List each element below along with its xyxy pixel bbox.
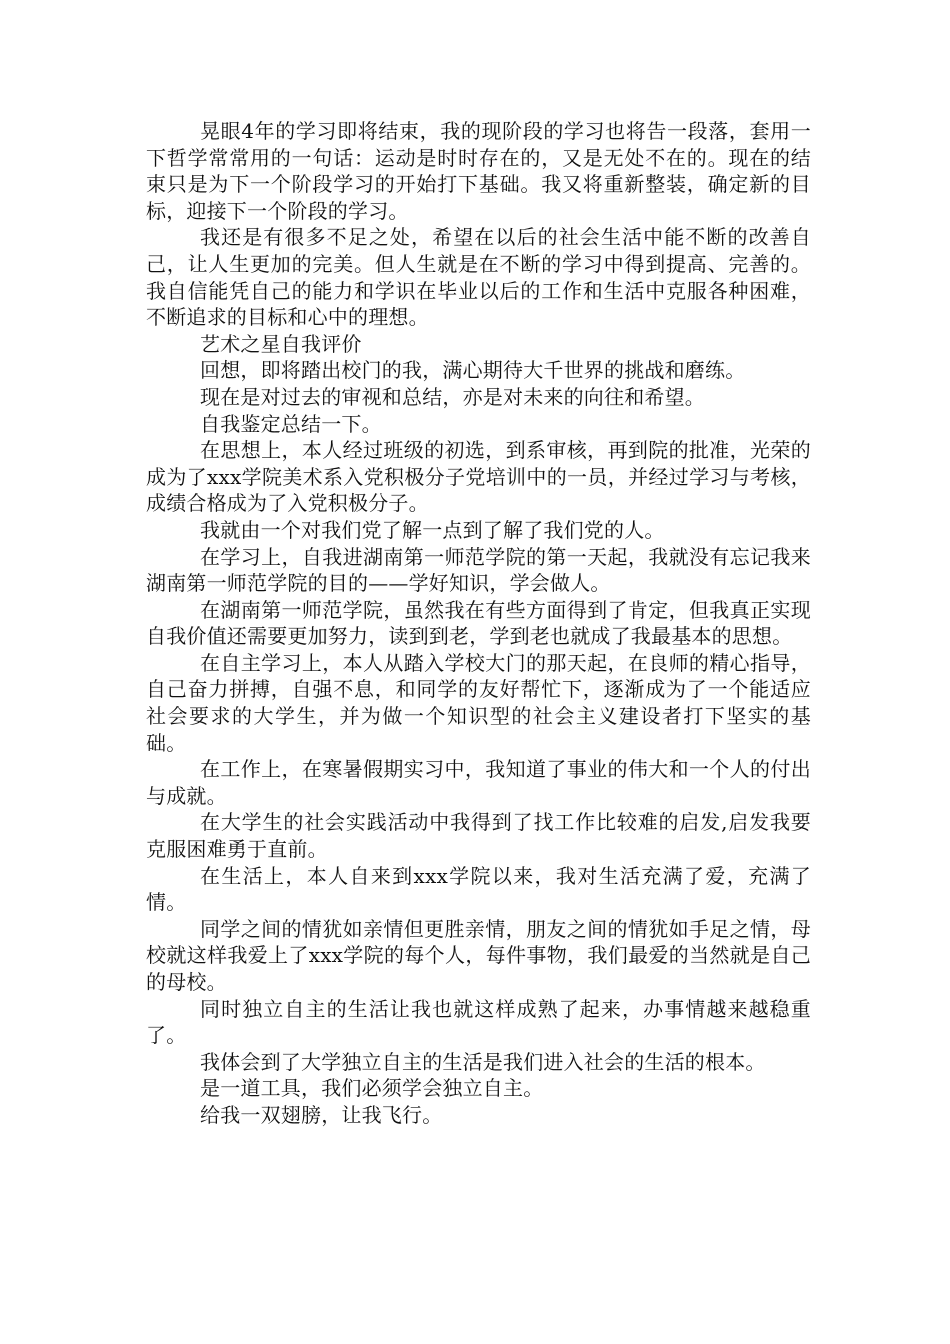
paragraph-7: 我就由一个对我们党了解一点到了解了我们党的人。 — [200, 517, 665, 542]
section-heading: 艺术之星自我评价 — [200, 331, 362, 356]
paragraph-10: 在自主学习上，本人从踏入学校大门的那天起，在良师的精心指导，自己奋力拼搏，自强不息，和同学的友好帮忙下，逐渐成为了一个能适应社会要求的大学生，并为做一个知识型的社会主义建设者打下坚实的基础。 — [146, 650, 811, 755]
paragraph-4: 现在是对过去的审视和总结，亦是对未来的向往和希望。 — [200, 384, 705, 409]
paragraph-18: 给我一双翅膀，让我飞行。 — [200, 1102, 443, 1127]
paragraph-2: 我还是有很多不足之处，希望在以后的社会生活中能不断的改善自己，让人生更加的完美。但人生就是在不断的学习中得到提高、完善的。我自信能凭自己的能力和学识在毕业以后的工作和生活中克服各种困难，不断追求的目标和心中的理想。 — [146, 225, 811, 330]
paragraph-5: 自我鉴定总结一下。 — [200, 411, 382, 436]
paragraph-1: 晃眼4年的学习即将结束，我的现阶段的学习也将告一段落，套用一下哲学常常用的一句话：运动是时时存在的，又是无处不在的。现在的结束只是为下一个阶段学习的开始打下基础。我又将重新整装，确定新的目标，迎接下一个阶段的学习。 — [146, 119, 811, 223]
paragraph-12: 在大学生的社会实践活动中我得到了找工作比较难的启发,启发我要克服困难勇于直前。 — [146, 810, 811, 862]
paragraph-11: 在工作上，在寒暑假期实习中，我知道了事业的伟大和一个人的付出与成就。 — [146, 757, 811, 808]
paragraph-16: 我体会到了大学独立自主的生活是我们进入社会的生活的根本。 — [200, 1049, 766, 1074]
paragraph-8: 在学习上，自我进湖南第一师范学院的第一天起，我就没有忘记我来湖南第一师范学院的目的——学好知识，学会做人。 — [146, 544, 811, 596]
paragraph-17: 是一道工具，我们必须学会独立自主。 — [200, 1076, 544, 1101]
paragraph-15: 同时独立自主的生活让我也就这样成熟了起来，办事情越来越稳重了。 — [146, 996, 811, 1048]
paragraph-13: 在生活上，本人自来到xxx学院以来，我对生活充满了爱，充满了情。 — [146, 863, 811, 915]
paragraph-6: 在思想上，本人经过班级的初选，到系审核，再到院的批准，光荣的成为了xxx学院美术系入党积极分子党培训中的一员，并经过学习与考核，成绩合格成为了入党积极分子。 — [146, 438, 811, 516]
paragraph-14: 同学之间的情犹如亲情但更胜亲情，朋友之间的情犹如手足之情，母校就这样我爱上了xxx学院的每个人，每件事物，我们最爱的当然就是自己的母校。 — [146, 916, 811, 994]
document-body — [146, 118, 811, 1129]
paragraph-9: 在湖南第一师范学院，虽然我在有些方面得到了肯定，但我真正实现自我价值还需要更加努力，读到到老，学到老也就成了我最基本的思想。 — [146, 597, 811, 649]
paragraph-3: 回想，即将踏出校门的我，满心期待大千世界的挑战和磨练。 — [200, 358, 746, 383]
